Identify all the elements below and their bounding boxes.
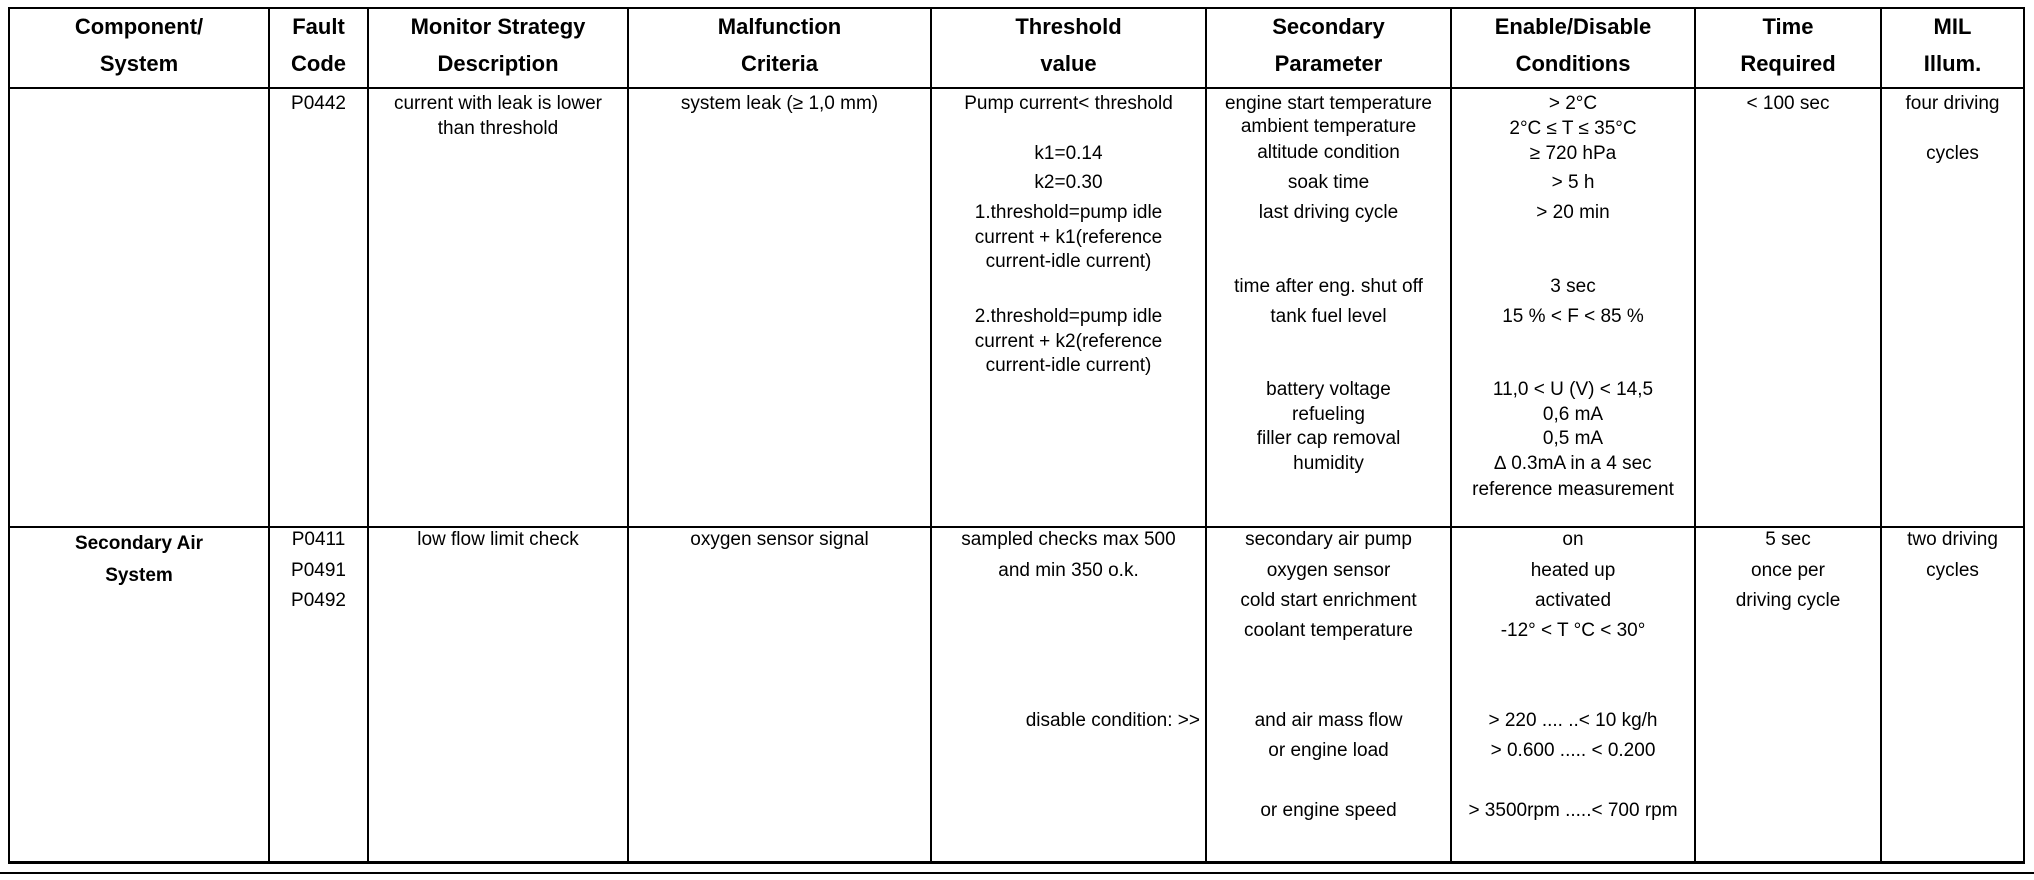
row1-secondary-4: soak time [1287,172,1370,193]
row1-secondary-8: battery voltage [1266,379,1391,400]
row2-time-3: driving cycle [1735,590,1841,611]
header-component: Component/ System [74,14,204,76]
row1-secondary-3: altitude condition [1257,142,1400,163]
row2-secondary-3: cold start enrichment [1240,590,1417,611]
row1-monitor: current with leak is lower than threshold [393,93,603,139]
col-border-right [2023,7,2025,863]
row2-enable-7: > 3500rpm .....< 700 rpm [1468,800,1678,821]
row2-enable-3: activated [1534,590,1612,611]
row2-time-1: 5 sec [1765,529,1811,550]
row2-fault-3: P0492 [291,590,346,611]
table-bottom-border [8,861,2025,864]
col-border [268,7,270,863]
row1-enable-10: 0,5 mA [1542,428,1604,449]
col-border [930,7,932,863]
row1-enable-2: 2°C ≤ T ≤ 35°C [1509,118,1637,139]
page-rule [0,872,2034,874]
row2-fault-2: P0491 [291,560,346,581]
row2-secondary-1: secondary air pump [1245,529,1412,550]
row2-secondary-7: or engine speed [1260,800,1397,821]
row2-secondary-4: coolant temperature [1244,620,1413,641]
col-border [627,7,629,863]
row2-monitor: low flow limit check [417,529,579,550]
row2-enable-1: on [1562,529,1584,550]
row1-enable-12: reference measurement [1472,479,1674,500]
row1-secondary-5: last driving cycle [1258,202,1399,223]
row1-threshold-k2: k2=0.30 [1034,172,1103,193]
row1-secondary-11: humidity [1293,453,1364,474]
header-monitor-strategy: Monitor Strategy Description [410,14,586,76]
row1-threshold-1: 1.threshold=pump idle current + k1(reference current-idle current) [974,202,1163,272]
header-time-required: Time Required [1740,14,1836,76]
row1-secondary-1: engine start temperature [1224,93,1432,114]
row1-enable-5: > 20 min [1536,202,1610,223]
row1-secondary-9: refueling [1292,404,1365,425]
row1-mil-2: cycles [1926,143,1979,164]
row1-threshold-2: 2.threshold=pump idle current + k2(reference current-idle current) [974,306,1163,376]
row1-time: < 100 sec [1746,93,1830,114]
row2-secondary-2: oxygen sensor [1266,560,1391,581]
row1-secondary-10: filler cap removal [1256,428,1401,449]
row1-mil-1: four driving [1905,93,2000,114]
header-threshold-value: Threshold value [1015,14,1122,76]
header-mil-illum: MIL Illum. [1923,14,1982,76]
col-border-left [8,7,10,863]
row1-secondary-6: time after eng. shut off [1234,276,1423,297]
row2-malfunction: oxygen sensor signal [690,529,869,550]
row1-enable-4: > 5 h [1551,172,1595,193]
header-secondary-parameter: Secondary Parameter [1272,14,1385,76]
row1-enable-3: ≥ 720 hPa [1529,143,1617,164]
col-border [1880,7,1882,863]
row1-enable-9: 0,6 mA [1542,404,1604,425]
row1-enable-7: 15 % < F < 85 % [1502,306,1644,327]
row2-enable-5: > 220 .... ..< 10 kg/h [1488,710,1658,731]
row2-mil-2: cycles [1926,560,1979,581]
row2-threshold-1: sampled checks max 500 [961,529,1176,550]
row2-time-2: once per [1751,560,1825,581]
header-bottom-border [8,87,2025,89]
row1-enable-8: 11,0 < U (V) < 14,5 [1492,379,1654,400]
header-fault-code: Fault Code [291,14,346,76]
row1-enable-1: > 2°C [1548,93,1598,114]
row1-malfunction: system leak (≥ 1,0 mm) [680,93,879,114]
row2-secondary-5: and air mass flow [1254,710,1403,731]
row2-threshold-2: and min 350 o.k. [998,560,1139,581]
row2-enable-6: > 0.600 ..... < 0.200 [1490,740,1656,761]
row2-component: Secondary Air System [74,533,204,586]
row2-secondary-6: or engine load [1268,740,1389,761]
header-malfunction-criteria: Malfunction Criteria [717,14,842,76]
header-enable-disable: Enable/Disable Conditions [1494,14,1652,76]
row1-enable-6: 3 sec [1550,276,1596,297]
row1-fault-code: P0442 [291,93,346,114]
row1-threshold-pump: Pump current< threshold [964,93,1173,114]
row2-enable-2: heated up [1530,560,1616,581]
row1-secondary-2: ambient temperature [1240,116,1417,137]
row1-threshold-k1: k1=0.14 [1034,143,1103,164]
col-border [1694,7,1696,863]
row1-secondary-7: tank fuel level [1270,306,1387,327]
row2-enable-4: -12° < T °C < 30° [1500,620,1646,641]
row2-mil-1: two driving [1907,529,1998,550]
row1-enable-11: ∆ 0.3mA in a 4 sec [1494,453,1652,474]
row2-fault-1: P0411 [291,529,346,550]
row2-disable-condition: disable condition: >> [1025,710,1200,731]
